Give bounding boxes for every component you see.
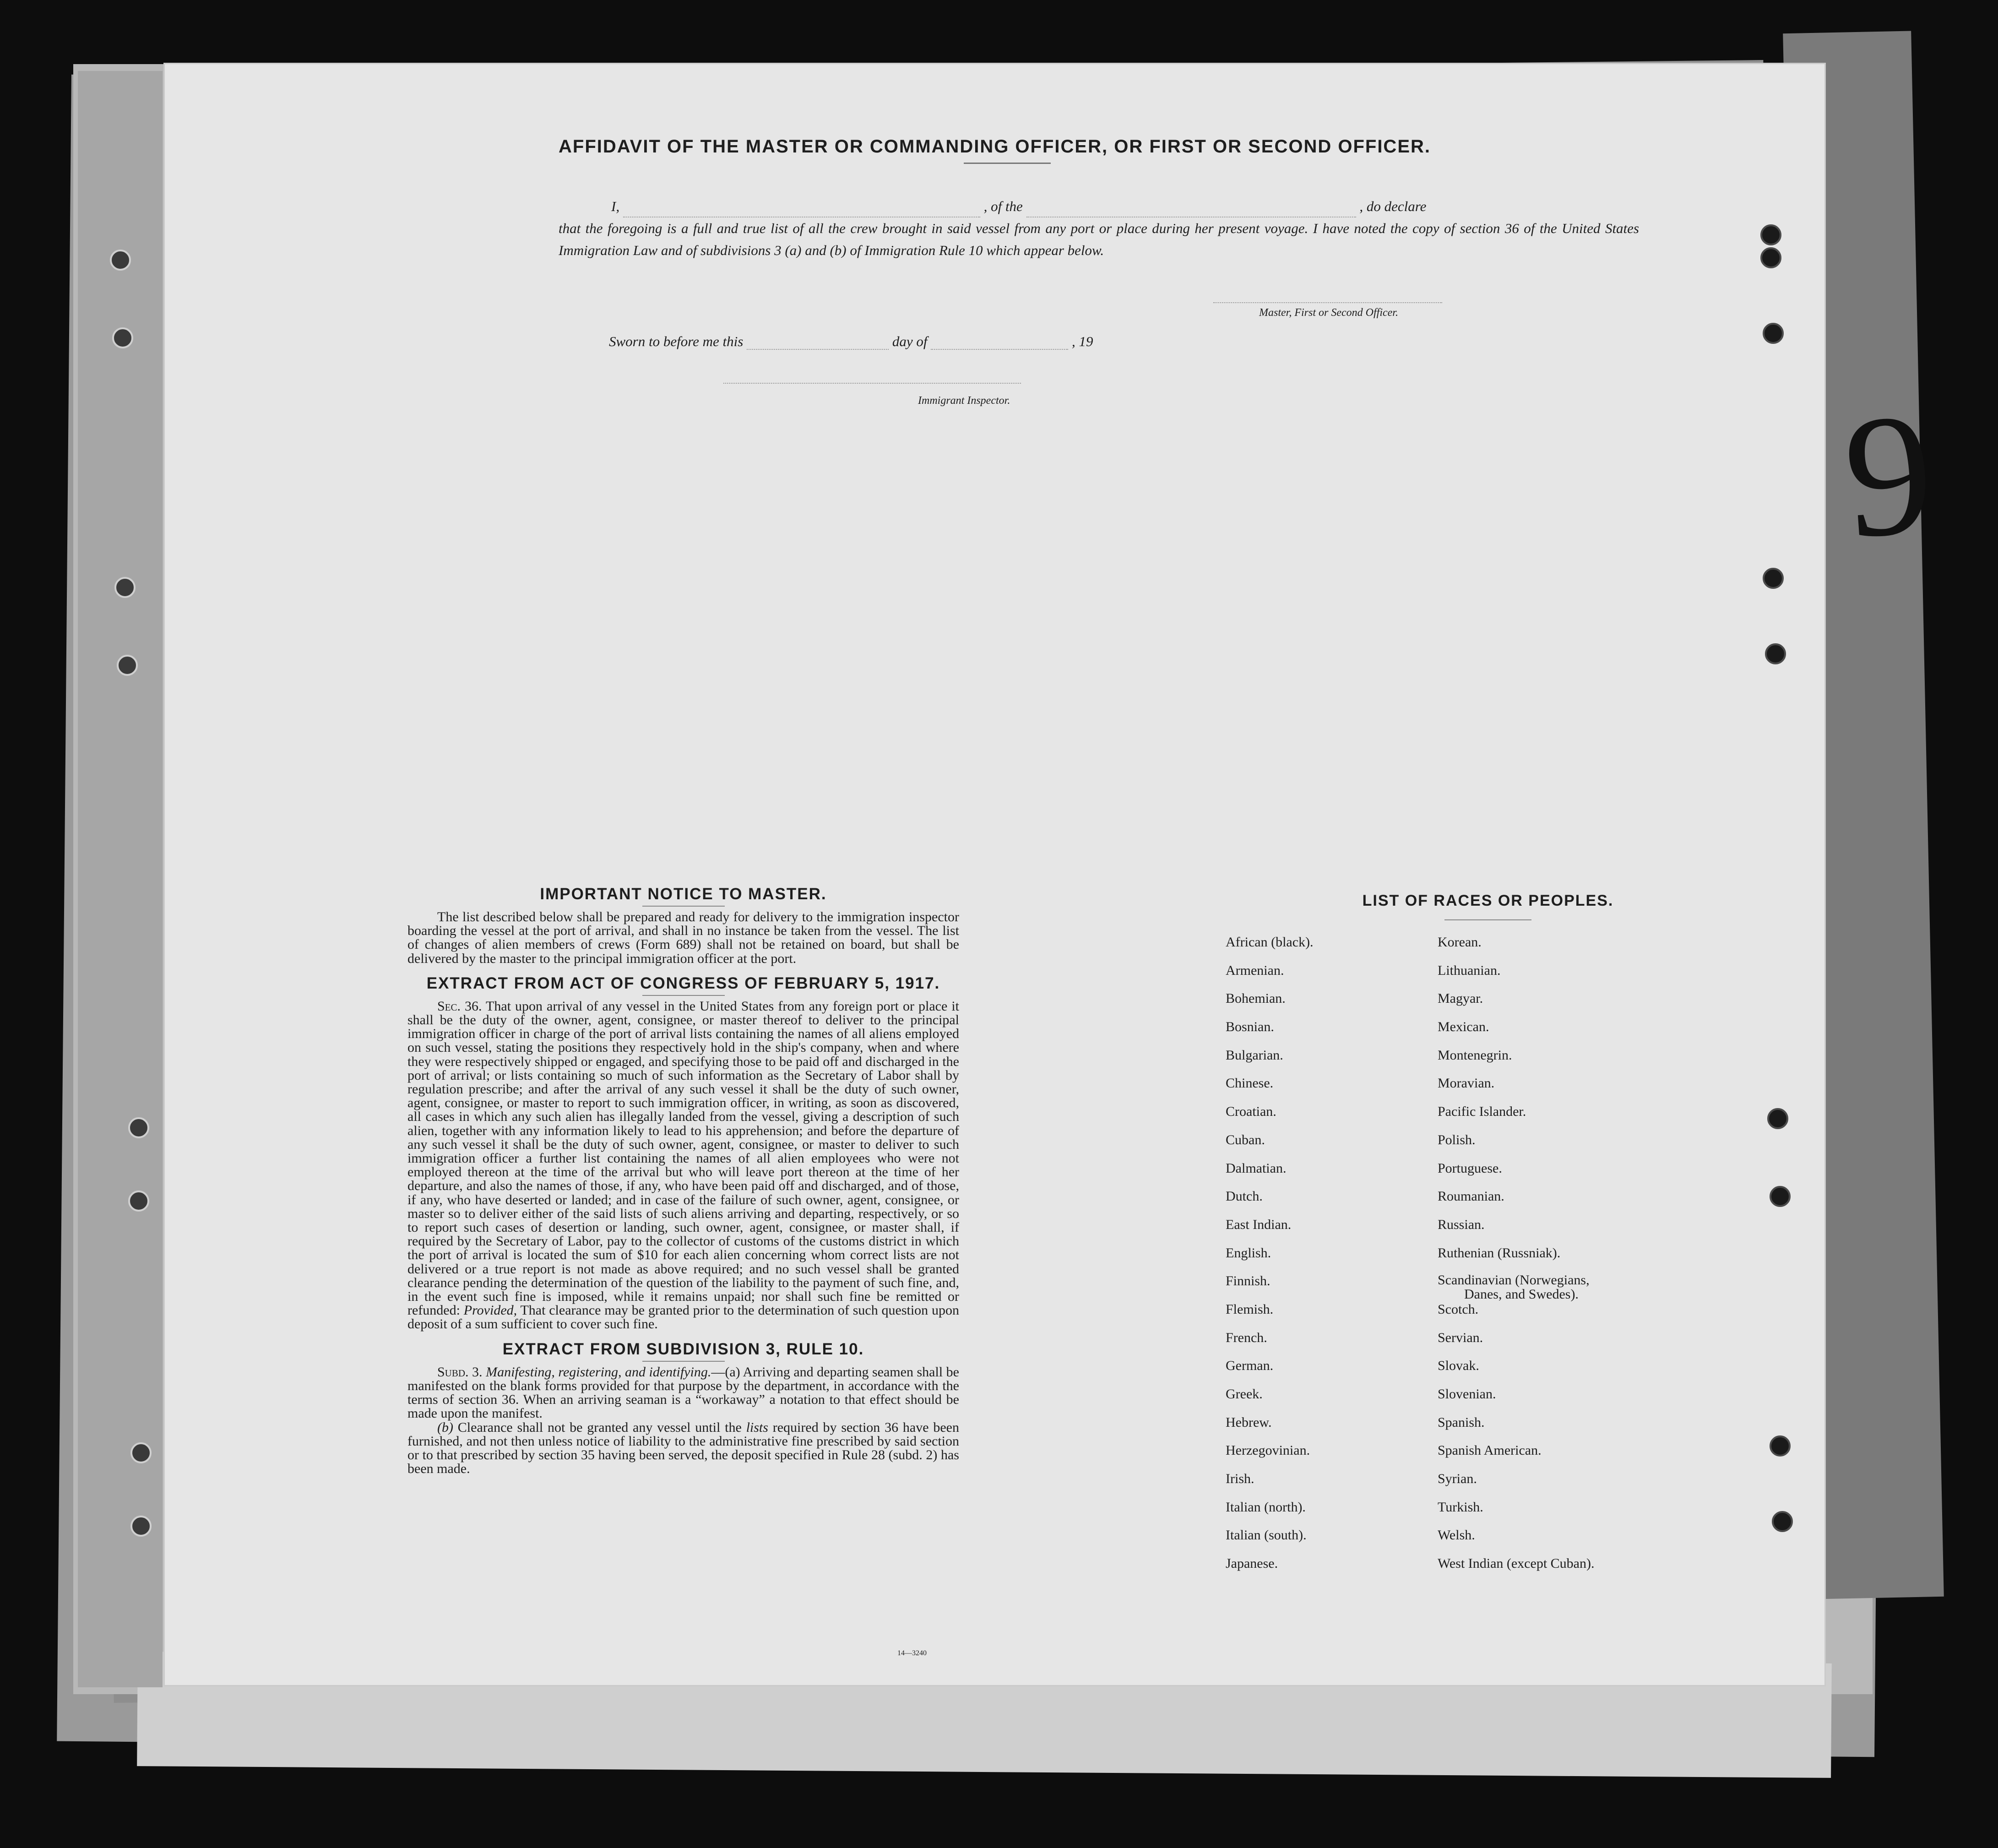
race-item: Magyar.: [1438, 991, 1483, 1006]
race-item: Roumanian.: [1438, 1189, 1504, 1204]
race-item: Japanese.: [1226, 1556, 1278, 1571]
race-item: Croatian.: [1226, 1104, 1276, 1120]
race-item: Servian.: [1438, 1330, 1483, 1345]
month-blank: [931, 335, 1068, 350]
race-item: West Indian (except Cuban).: [1438, 1556, 1595, 1571]
binding-hole: [114, 577, 136, 598]
binding-hole: [117, 655, 138, 676]
declaration-of-the: , of the: [983, 198, 1023, 214]
inspector-signature-line: [723, 383, 1021, 384]
race-item: Slovenian.: [1438, 1386, 1496, 1402]
race-item: Korean.: [1438, 935, 1482, 950]
subdivision-mark: Subd. 3.: [437, 1364, 483, 1380]
section-text-end: That clearance may be granted prior to the determination of such question upon deposit of a sum sufficient to cover such fine.: [407, 1303, 960, 1332]
declaration-do-declare: , do declare: [1359, 198, 1427, 214]
race-item: German.: [1226, 1358, 1274, 1374]
race-item: Irish.: [1226, 1471, 1254, 1487]
race-item: Greek.: [1226, 1386, 1263, 1402]
clause-b-lists: lists: [746, 1419, 768, 1435]
rule-extract-title: EXTRACT FROM SUBDIVISION 3, RULE 10.: [502, 1340, 864, 1358]
race-item: Bulgarian.: [1226, 1047, 1283, 1063]
binding-hole: [1760, 224, 1781, 245]
binding-strip: [78, 71, 163, 1687]
race-item: Spanish American.: [1438, 1443, 1542, 1458]
binding-hole: [128, 1117, 149, 1138]
subdivision-heading: Manifesting, registering, and identifying.: [486, 1364, 711, 1380]
form-number: 14—3240: [897, 1649, 927, 1657]
notice-rule: [642, 906, 725, 907]
declaration-i: I,: [611, 198, 620, 214]
rule-extract-b: [407, 1421, 959, 1476]
binding-hole: [1763, 568, 1784, 589]
race-item: Slovak.: [1438, 1358, 1479, 1374]
race-item: Ruthenian (Russniak).: [1438, 1245, 1561, 1261]
notice-title: IMPORTANT NOTICE TO MASTER.: [540, 885, 827, 903]
day-of-text: day of: [892, 333, 928, 349]
race-item: Cuban.: [1226, 1132, 1265, 1147]
race-item: Montenegrin.: [1438, 1047, 1512, 1063]
name-blank: [623, 203, 980, 217]
race-item: Dalmatian.: [1226, 1160, 1287, 1176]
race-item: Herzegovinian.: [1226, 1443, 1310, 1458]
race-item-line: Danes, and Swedes).: [1464, 1287, 1579, 1302]
race-item: Flemish.: [1226, 1301, 1274, 1317]
race-item: [1438, 1273, 1676, 1301]
declaration-body: that the foregoing is a full and true list of all the crew brought in said vessel from any port or place during her present voyage. I have noted the copy of section 36 of the United States Immigration Law and of subdivisions 3 (a) and (b) of Immigration Rule 10 which appear below.: [559, 220, 1639, 258]
clause-b-text: Clearance shall not be granted any vessel until the: [457, 1419, 742, 1435]
race-item: Syrian.: [1438, 1471, 1477, 1487]
binding-hole: [1770, 1435, 1791, 1457]
race-item: Scotch.: [1438, 1301, 1479, 1317]
section-text: That upon arrival of any vessel in the United States from any foreign port or place it shall be the duty of the owner, agent, consignee, or master thereof to deliver to the principal immigration officer in charge of the port of arrival lists containing the names of all aliens employed on such vessel, stating the positions they respectively hold in the ship's company, when and where they were respectively shipped or engaged, and specifying those to be paid off and discharged in the port of arrival; or lists containing so much of such information as the Secretary of Labor shall by regulation prescribe; and after the arrival of any such vessel it shall be the duty of such owner, agent, consignee, or master to report to such immigration officer, in writing, as soon as discovered, all cases in which any such alien has illegally landed from the vessel, giving a description of such alien, together with any information likely to lead to his apprehension; and before the departure of any such vessel it shall be the duty of such owner, agent, consignee, or master to deliver to such immigration officer a further list containing the names of all alien employees who were not employed thereon at the time of the arrival but who will leave port thereon at the time of her departure, and also the names of those, if any, who have been paid off and discharged, and of those, if any, who have deserted or landed; and in case of the failure of such owner, agent, consignee, or master so to deliver either of the said lists of such aliens arriving and departing, respectively, or so to report such cases of desertion or landing, such owner, agent, consignee, or master shall, if required by the Secretary of Labor, pay to the collector of customs of the customs district in which the port of arrival is located the sum of $10 for each alien concerning whom correct lists are not delivered or a true report is not made as above required; and no such vessel shall be granted clearance pending the determination of the question of the liability to the payment of such fine, and, in the event such fine is imposed, while it remains unpaid; nor shall such fine be remitted or refunded:: [407, 998, 959, 1318]
races-left-column: [1226, 934, 1418, 1584]
binding-hole: [1772, 1511, 1793, 1532]
races-rule: [1444, 919, 1531, 920]
notice-text: The list described below shall be prepared and ready for delivery to the immigration inspector boarding the vessel at the port of arrival, and shall in no instance be taken from the vessel. The list of changes of alien members of crews (Form 689) shall not be retained on board, but shall be delivered by the master to the principal immigration officer at the port.: [407, 909, 959, 966]
race-item: Turkish.: [1438, 1499, 1483, 1515]
race-item: Chinese.: [1226, 1076, 1274, 1091]
race-item: Armenian.: [1226, 962, 1284, 978]
provided-word: Provided,: [463, 1303, 517, 1318]
master-signature-line: [1213, 302, 1442, 303]
notice-column: [407, 884, 959, 1476]
affidavit-page: [165, 64, 1824, 1685]
race-item: Italian (south).: [1226, 1527, 1307, 1543]
binding-hole: [1770, 1186, 1791, 1207]
race-item: Moravian.: [1438, 1076, 1495, 1091]
race-item: Russian.: [1438, 1217, 1485, 1232]
vessel-blank: [1026, 203, 1356, 217]
race-item: Bohemian.: [1226, 991, 1286, 1006]
act-extract-rule: [642, 995, 725, 996]
race-item: Welsh.: [1438, 1527, 1475, 1543]
section-mark: Sec. 36.: [437, 998, 482, 1014]
rule-extract-rule: [642, 1361, 725, 1362]
act-extract-title: EXTRACT FROM ACT OF CONGRESS OF FEBRUARY 5, 1917.: [426, 974, 940, 992]
races-right-column: [1438, 934, 1676, 1584]
binding-hole: [1760, 247, 1781, 268]
affidavit-declaration: [559, 196, 1639, 261]
sworn-line: [609, 333, 1093, 350]
race-item: African (black).: [1226, 935, 1314, 950]
race-item: Portuguese.: [1438, 1160, 1502, 1176]
rule-extract-a: [407, 1365, 959, 1421]
race-item: Italian (north).: [1226, 1499, 1306, 1515]
sworn-text: Sworn to before me this: [609, 333, 744, 349]
race-item: Hebrew.: [1226, 1414, 1272, 1430]
binding-hole: [128, 1190, 149, 1212]
binding-hole: [130, 1442, 152, 1463]
binding-hole: [130, 1516, 152, 1537]
day-blank: [747, 335, 889, 350]
race-item: Dutch.: [1226, 1189, 1263, 1204]
binding-hole: [1763, 323, 1784, 344]
binding-hole: [1765, 643, 1786, 664]
binding-hole: [1767, 1108, 1788, 1129]
act-extract-text: [407, 1000, 959, 1332]
handwritten-page-number: 9: [1838, 376, 1939, 575]
race-item: English.: [1226, 1245, 1271, 1261]
binding-hole: [110, 250, 131, 271]
clause-a-text: Arriving and departing seamen shall be manifested on the blank forms provided for that purpose by the department, in accordance with the terms of section 36. When an arriving seaman is a “workaway” a notation to that effect should be made upon the manifest.: [407, 1364, 959, 1421]
race-item: Lithuanian.: [1438, 962, 1501, 978]
clause-b-label: (b): [437, 1419, 453, 1435]
clause-b-text-end: required by section 36 have been furnished, and not then unless notice of liability to the administrative fine prescribed by said section or to that prescribed by section 35 having been served, the deposit specified in Rule 28 (subd. 2) has been made.: [407, 1419, 959, 1477]
race-item: Polish.: [1438, 1132, 1476, 1147]
binding-hole: [112, 327, 133, 348]
race-item-line: Scandinavian (Norwegians,: [1438, 1272, 1590, 1288]
year-text: , 19: [1071, 333, 1093, 349]
master-signature-label: Master, First or Second Officer.: [1259, 307, 1398, 319]
race-item: Bosnian.: [1226, 1019, 1274, 1035]
race-item: Mexican.: [1438, 1019, 1489, 1035]
race-item: French.: [1226, 1330, 1267, 1345]
title-underline: [964, 163, 1051, 164]
race-item: Spanish.: [1438, 1414, 1485, 1430]
inspector-signature-label: Immigrant Inspector.: [918, 395, 1010, 407]
race-item: Finnish.: [1226, 1273, 1270, 1289]
clause-a-label: —(a): [711, 1364, 740, 1380]
races-title: LIST OF RACES OR PEOPLES.: [1362, 892, 1614, 909]
race-item: East Indian.: [1226, 1217, 1292, 1232]
declaration-line: [559, 196, 1639, 217]
race-item: Pacific Islander.: [1438, 1104, 1526, 1120]
affidavit-title: AFFIDAVIT OF THE MASTER OR COMMANDING OFFICER, OR FIRST OR SECOND OFFICER.: [559, 136, 1431, 157]
